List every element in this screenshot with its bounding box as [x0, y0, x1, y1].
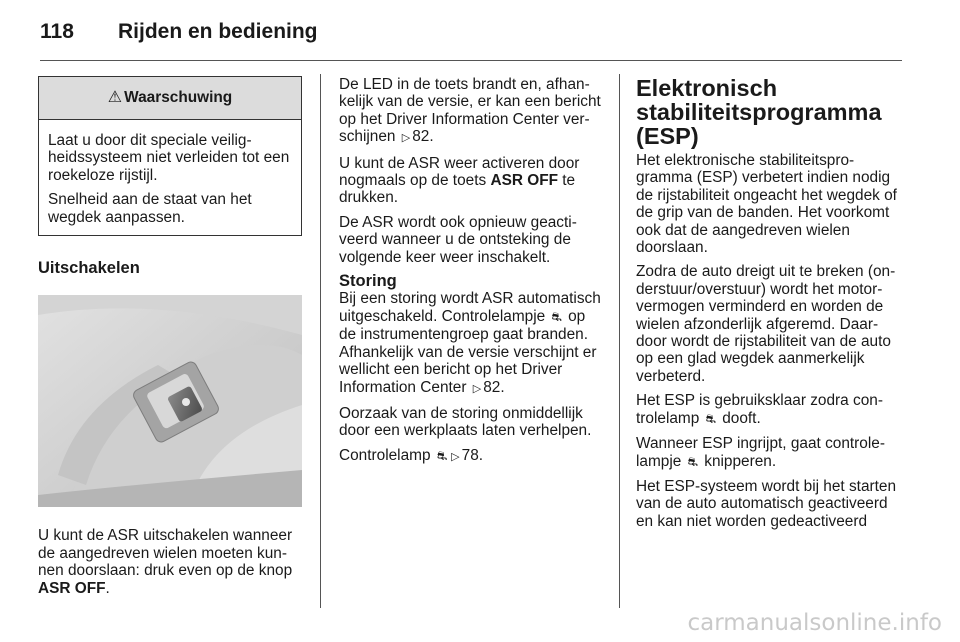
middle-p4-end: . — [500, 378, 505, 396]
middle-p2-text: U kunt de ASR weer activeren door nogmaals op de toets — [339, 154, 580, 190]
page-ref-arrow-icon: ▷ — [451, 450, 460, 463]
right-paragraph-4 — [636, 435, 902, 471]
middle-p1-end: . — [429, 128, 434, 146]
middle-p4-text: Bij een storing wordt ASR automatisch uitgeschakeld. Controlelampje — [339, 290, 601, 325]
asr-button-photo-image — [38, 295, 302, 507]
left-text-before: U kunt de ASR uitschakelen wanneer de aangedreven wielen moeten kunnen doorslaan: druk even op de knop — [38, 527, 293, 580]
warning-box — [38, 76, 302, 236]
right-p3-text: Het ESP is gebruiksklaar zodra controlelamp — [636, 392, 883, 427]
page-number: 118 — [40, 20, 74, 43]
middle-paragraph-6 — [339, 447, 603, 466]
middle-p6-ref[interactable]: 78 — [461, 446, 479, 464]
page-ref-arrow-icon: ▷ — [401, 132, 411, 145]
middle-p6-end: . — [478, 446, 484, 464]
right-paragraph-3 — [636, 392, 902, 428]
page-ref-arrow-icon: ▷ — [472, 382, 482, 395]
right-p4-text: Wanneer ESP ingrijpt, gaat controlelampje — [636, 435, 885, 470]
middle-p4-text-2: op de instrumentengroep gaat branden. Afhankelijk van de versie verschijnt er wellicht een bericht op het Driver Information Center — [339, 307, 597, 396]
middle-paragraph-3: De ASR wordt ook opnieuw geactiveerd wanneer u de ontsteking de volgende keer weer inschakelt. — [339, 213, 577, 266]
section-heading-storing: Storing — [339, 272, 397, 291]
warning-body — [39, 120, 301, 235]
column-divider-1 — [320, 74, 321, 608]
right-p4-end: knipperen. — [699, 452, 777, 470]
column-divider-2 — [619, 74, 620, 608]
warning-header — [39, 77, 301, 120]
warning-text-1: Laat u door dit speciale veiligheidssysteem niet verleiden tot een roekeloze rijstijl. — [48, 132, 290, 184]
right-paragraph-1: Het elektronische stabiliteitsprogramma (ESP) verbetert indien nodig de rijstabiliteit ongeacht het wegdek of de grip van de banden. Het voorkomt ook dat de aangedreven wielen doorslaan. — [636, 152, 897, 257]
warning-title: Waarschuwing — [124, 89, 233, 107]
column-left — [38, 76, 302, 604]
warning-text-2: Snelheid aan de staat van het wegdek aanpassen. — [48, 191, 252, 226]
middle-p1-text: De LED in de toets brandt en, afhankelijk van de versie, er kan een bericht op het Driver Information Center verschijnen — [339, 76, 601, 146]
middle-paragraph-5: Oorzaak van de storing onmiddellijk door een werkplaats laten verhelpen. — [339, 404, 592, 440]
middle-paragraph-4 — [339, 290, 603, 397]
column-right — [636, 76, 902, 537]
esp-warning-lamp-icon: ⛐ — [436, 448, 448, 463]
esp-warning-lamp-icon: ⛐ — [687, 454, 698, 469]
watermark: carmanualsonline.info — [687, 610, 942, 636]
esp-warning-lamp-icon: ⛐ — [551, 309, 562, 324]
middle-p1-ref[interactable]: 82 — [412, 128, 430, 146]
right-paragraph-5: Het ESP-systeem wordt bij het starten van de auto automatisch geactiveerd en kan niet worden gedeactiveerd — [636, 477, 897, 530]
middle-paragraph-2 — [339, 155, 603, 207]
middle-p2-end: te drukken. — [339, 172, 576, 207]
right-paragraph-2: Zodra de auto dreigt uit te breken (onderstuur/overstuur) wordt het motorvermogen verminderd en worden de wielen afzonderlijk afgeremd. Daardoor wordt de rijstabiliteit van de auto op een glad wegdek aanmerkelijk verbeterd. — [636, 263, 896, 385]
middle-p6-text: Controlelamp — [339, 446, 435, 464]
asr-off-label: ASR OFF — [38, 579, 106, 597]
left-paragraph — [38, 527, 302, 597]
middle-p4-ref[interactable]: 82 — [483, 378, 501, 396]
page-header — [40, 20, 920, 60]
column-middle — [339, 76, 603, 473]
asr-button-photo — [38, 295, 302, 507]
asr-off-label-2: ASR OFF — [490, 172, 558, 190]
section-heading-esp: Elektronisch stabiliteitsprogramma (ESP) — [636, 75, 882, 149]
warning-icon: ⚠ — [107, 89, 123, 107]
right-p3-end: dooft. — [717, 409, 761, 427]
header-divider — [40, 60, 902, 61]
section-heading-uitschakelen: Uitschakelen — [38, 259, 140, 278]
page-title: Rijden en bediening — [118, 20, 318, 43]
esp-warning-lamp-icon: ⛐ — [705, 411, 716, 426]
middle-paragraph-1 — [339, 76, 603, 148]
left-text-after: . — [105, 579, 110, 597]
